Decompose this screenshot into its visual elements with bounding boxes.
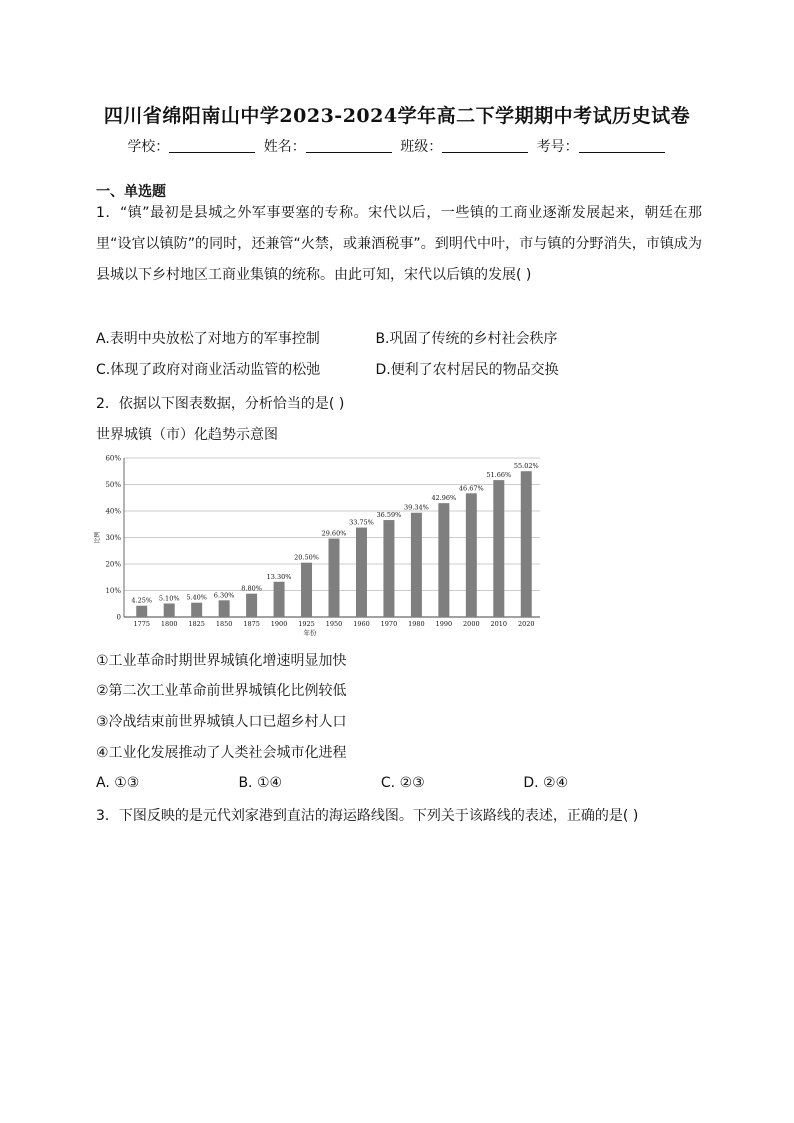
q2-options-row <box>96 775 568 791</box>
y-tick-label: 0 <box>116 613 121 622</box>
q2-statement-3: ③冷战结束前世界城镇人口已超乡村人口 <box>96 714 347 730</box>
bar <box>246 594 257 617</box>
bar-value-label: 55.02% <box>513 462 539 471</box>
bar <box>438 503 449 617</box>
x-tick-label: 1775 <box>133 620 151 628</box>
bar-value-label: 51.66% <box>486 471 512 480</box>
bar <box>466 493 477 617</box>
q1-stem: 1．“镇”最初是县城之外军事要塞的专称。宋代以后，一些镇的工商业逐渐发展起来，朝廷在那里“设官以镇防”的同时，还兼管“火禁，或兼酒税事”。到明代中叶，市与镇的分野消失，市镇成为县城以下乡村地区工商业集镇的统称。由此可知，宋代以后镇的发展( ) <box>96 205 702 283</box>
bar <box>356 528 367 617</box>
bar <box>383 520 394 617</box>
q2-statement-1: ①工业革命时期世界城镇化增速明显加快 <box>96 653 347 669</box>
bar-value-label: 13.30% <box>266 572 292 581</box>
q2-statement-4: ④工业化发展推动了人类社会城市化进程 <box>96 745 347 761</box>
bar-value-label: 36.59% <box>376 511 402 520</box>
x-tick-label: 1950 <box>325 620 343 628</box>
y-tick-label: 10% <box>105 587 121 595</box>
bar-value-label: 8.80% <box>241 584 262 593</box>
name-blank[interactable] <box>306 138 392 153</box>
x-tick-label: 1800 <box>160 620 178 628</box>
x-axis-label: 年份 <box>303 629 317 637</box>
bar-value-label: 5.40% <box>186 593 207 602</box>
section-heading: 一、单选题 <box>96 184 166 200</box>
q3-stem: 3．下图反映的是元代刘家港到直沽的海运路线图。下列关于该路线的表述，正确的是( ) <box>96 808 639 824</box>
y-tick-label: 20% <box>105 560 121 569</box>
bar-value-label: 29.60% <box>321 529 347 538</box>
exam-title: 四川省绵阳南山中学2023-2024学年高二下学期期中考试历史试卷 <box>103 105 691 127</box>
bar-value-label: 4.25% <box>131 596 153 605</box>
q2-option-b[interactable]: B. ①④ <box>238 775 283 791</box>
bar <box>301 563 312 617</box>
x-tick-label: 2000 <box>463 620 480 628</box>
urbanization-bar-chart <box>94 450 544 640</box>
q1-option-a[interactable]: A.表明中央放松了对地方的军事控制 <box>96 331 320 347</box>
bar <box>136 606 147 617</box>
bar-value-label: 39.34% <box>404 503 429 512</box>
x-tick-label: 1990 <box>435 620 453 628</box>
info-field-class: 班级： <box>400 136 530 156</box>
bar <box>493 480 504 617</box>
bar-value-label: 6.30% <box>213 591 235 600</box>
number-blank[interactable] <box>579 138 665 153</box>
x-tick-label: 1970 <box>380 620 398 628</box>
bar <box>191 603 202 617</box>
info-field-number: 考号： <box>537 136 667 156</box>
bar-value-label: 42.96% <box>431 494 457 503</box>
x-tick-label: 1825 <box>188 620 205 628</box>
bar <box>521 471 532 617</box>
school-blank[interactable] <box>169 138 255 153</box>
bar <box>411 513 422 617</box>
bar <box>274 582 285 617</box>
x-tick-label: 1850 <box>215 620 233 628</box>
q2-option-a[interactable]: A. ①③ <box>96 775 140 791</box>
q1-options-row-1 <box>96 328 558 348</box>
class-blank[interactable] <box>442 138 528 153</box>
q1-option-d[interactable]: D.便利了农村居民的物品交换 <box>375 362 559 378</box>
y-tick-label: 30% <box>105 534 121 542</box>
y-tick-label: 40% <box>105 507 121 516</box>
x-tick-label: 2020 <box>517 620 535 628</box>
x-tick-label: 1960 <box>353 620 370 628</box>
q2-stem: 2．依据以下图表数据，分析恰当的是( ) <box>96 396 345 412</box>
bar-value-label: 33.75% <box>349 518 374 527</box>
student-info-line <box>0 136 794 156</box>
q2-option-c[interactable]: C. ②③ <box>380 775 425 791</box>
y-tick-label: 60% <box>105 454 121 463</box>
q1-option-b[interactable]: B.巩固了传统的乡村社会秩序 <box>375 331 558 347</box>
q2-statement-2: ②第二次工业革命前世界城镇化比例较低 <box>96 683 347 699</box>
q1-option-c[interactable]: C.体现了政府对商业活动监管的松弛 <box>96 362 321 378</box>
q2-option-d[interactable]: D. ②④ <box>523 775 569 791</box>
x-tick-label: 1925 <box>298 620 315 628</box>
info-field-name: 姓名： <box>264 136 394 156</box>
info-field-school: 学校： <box>127 136 257 156</box>
x-tick-label: 1980 <box>408 620 425 628</box>
y-tick-label: 50% <box>105 481 121 489</box>
bar <box>329 539 340 617</box>
bar-value-label: 5.10% <box>158 594 180 603</box>
x-tick-label: 1900 <box>270 620 288 628</box>
bar-value-label: 46.67% <box>458 484 484 493</box>
x-tick-label: 2010 <box>490 620 508 628</box>
bar-value-label: 20.50% <box>294 553 319 562</box>
bar <box>164 603 175 617</box>
y-axis-label: 比例 <box>94 531 101 544</box>
bar <box>219 600 230 617</box>
q1-options-row-2 <box>96 359 559 379</box>
x-tick-label: 1875 <box>243 620 260 628</box>
q2-chart-caption: 世界城镇（市）化趋势示意图 <box>96 427 278 443</box>
